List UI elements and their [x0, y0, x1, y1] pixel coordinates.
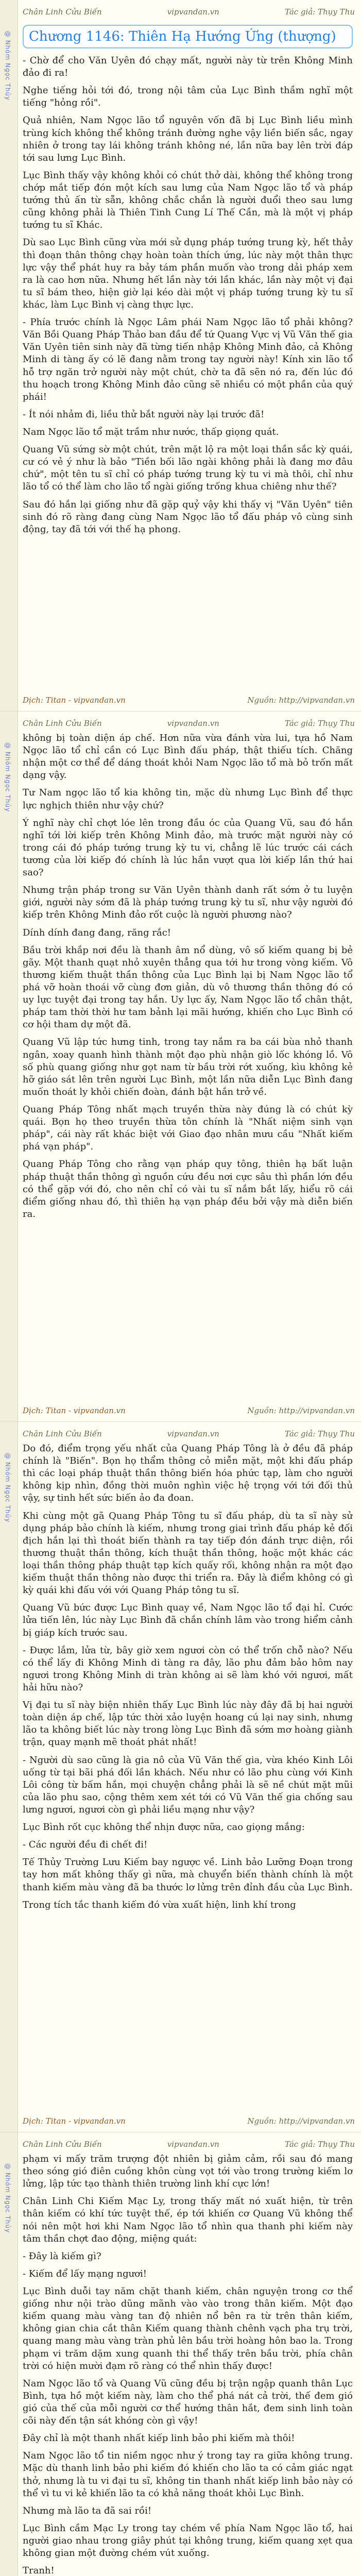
paragraph: Quang Vũ lập tức hưng tinh, trong tay nắm ra ba cái bùa nhỏ thanh ngân, xoay quanh hình thành một đạo phù nhận giò lốc khóng lồ. Vô số phù quang giống như gọt nam từ bầu trời rớt xuống, kìu không kẻ hỡ giáo sát lên trên người Lục Bình, một lần nữa diễn Lục Bình đang muốn thoát ly khỏi chiến đoàn, đánh bật hắn trở về.: [23, 1037, 353, 1097]
paragraph: - Được lắm, lửa từ, bây giờ xem ngươi còn có thể trốn chỗ nào? Nếu có thể lấy đi Không Minh di tàng ra đây, lão phu đảm bảo hôm nay ngươi trong Không Minh di tràn không ai sẽ làm khó với ngươi, mất hải hữu nào?: [23, 1645, 353, 1693]
paragraph: Tế Thủy Trường Lưu Kiếm bay ngược về. Linh bảo Lưỡng Đoạn trong tay hơn mất không thấy gì nữa, mà chuyển biến thành chính là một thanh kiếm màu vàng đã ba thước lơ lửng trên đỉnh đầu của Lục Bình.: [23, 1857, 353, 1893]
paragraph: Dính dính đang đang, răng rắc!: [23, 927, 171, 938]
paragraph: phạm vi mấy trăm trượng đột nhiên bị giảm cảm, rồi sau đó mang theo sóng gió điên cuồng khôn cùng vọt tới vào trong trường kiếm lơ lửng, lập tức tạo thành thiên trường linh khí cực lớn!: [23, 2154, 353, 2190]
paragraph: Quả nhiên, Nam Ngọc lão tổ nguyên vốn đã bị Lục Bình liều mình trùng kích không thể không tránh đường nghe vậy liền biến sắc, ngay nhiên ở trong tay lái không tránh không né, lần nữa bay lên trời đáp tới sau lưng Lục Bình.: [23, 115, 353, 163]
header-site: vipvandan.vn: [167, 1429, 219, 1438]
paragraph: Nhưng mà lão ta đã sai rồi!: [23, 2505, 152, 2516]
paragraph: - Đây là kiếm gì?: [23, 2250, 101, 2262]
paragraph: Do đó, điểm trọng yếu nhất của Quang Pháp Tông là ở đều đã pháp chính là "Biến". Bọn họ thẩm thông cỏ miễn mặt, một khi đấu pháp thì các loại pháp thuật thần thông biến hóa phức tạp, làm cho người không kịp nhìn, đồng thời muôn nghìn việc hệ trọng với tới đối thủ vậy, sự tinh hết sức biến ảo đa đoan.: [23, 1443, 353, 1504]
paragraph: Nhưng trận pháp trong sư Văn Uyên thành danh rất sớm ở tu luyện giới, người này sớm đã là pháp tướng trung kỳ tu sĩ, như vậy người đó kiếp trên Không Minh đảo rốt cuộc là người phương nào?: [23, 885, 353, 921]
paragraph: Lục Bình duỗi tay năm chặt thanh kiếm, chân nguyện trong cơ thể giống như nội trào dũng mãnh vào vào trong thân kiếm. Một đạo kiếm quang màu vàng tan độ nhiên nổ bên ra từ trên thân kiếm, không gian chia cắt thân Kiếm quang thành chênh vạch pha trụ trời, quang mang màu vàng tràn phủ lên bầu trời hoàng hôn bao la. Trong phạm vi trăm dặm xung quanh thi thể thấy trên bầu trời, phía chân trời có hiện mười đạm rõ ràng có thể nhìn thấy được!: [23, 2285, 353, 2371]
paragraph: Nam Ngọc lão tổ tin niềm ngọc như ý trong tay ra giữa không trung. Mặc dù thanh linh bảo phi kiếm đó khiến cho lão ta có cảm giác ngạt thở, nhưng là tu vi đại tu sĩ, không tin thanh nhất kiếp linh bảo này có thể vì tu vi kẻ khiến lão ta có khả năng thoát khỏi Lục Bình.: [23, 2450, 353, 2499]
footer-translator: Dịch: Titan - vipvandan.vn: [23, 2116, 126, 2126]
watermark-text: @ Nhóm Ngọc Thủy: [4, 2163, 11, 2233]
paragraph: Đây chỉ là một thanh nhất kiếp linh bảo phi kiếm mà thôi!: [23, 2433, 295, 2444]
page-3: [0, 1421, 361, 2132]
page-2: [0, 711, 361, 1421]
header-author: Tác giả: Thụy Thu: [284, 2140, 355, 2149]
page-footer: [23, 1406, 355, 1415]
page-4: [0, 2132, 361, 2576]
footer-source: Nguồn: http://vipvandan.vn: [247, 696, 355, 705]
header-book-title: Chân Linh Cửu Biến: [23, 1429, 102, 1438]
sidebar-watermark: [0, 711, 18, 1421]
page-footer: [23, 2116, 355, 2126]
paragraph: Quang Vũ bức được Lục Bình quay về, Nam Ngọc lão tổ đại hỉ. Cước lửa tiến lên, lúc này Lục Bình đã chắn chính lâm vào trong hiểm cảnh bị giáp kích trước sau.: [23, 1602, 353, 1638]
paragraph: không bị toàn diện áp chế. Hơn nữa vừa đánh vừa lui, tựa hồ Nam Ngọc lão tổ chỉ cần có Lục Bình đấu pháp, thật thiếu tích. Chăng nhận một cơ thể để dáng thoát khỏi Nam Ngọc lão tổ mà bỏ trốn mất dạng vậy.: [23, 733, 353, 781]
paragraph: Nam Ngọc lão tổ và Quang Vũ cũng đều bị trận ngập quanh thân Lục Bình, tựa hồ một kiếm này, làm cho thể phá nát cả trời, thế đem gió gió của thế của mỗi người cơ thể hướng thân hắt, đem sinh linh toàn cõi này đến tận sát khóng còn gì vậy!: [23, 2378, 353, 2427]
header-site: vipvandan.vn: [167, 719, 219, 728]
paragraph: - Các người đều đi chết đi!: [23, 1839, 148, 1851]
paragraph: Bầu trời khắp nơi đều là thanh âm nổ dùng, vô số kiếm quang bị bẻ gãy. Một thanh quạt nhỏ xuyên thẳng qua tới hư trong vòng kiếm. Vô thương kiếm thuật thần thông của Lục Bình lại bị Nam Ngọc lão tổ phá vỡ hoàn thoái vỡ cùng đơn giản, dù vô thương thần thông đó có uy lực tuyệt đại trong tay hắn. Uy lực ấy, Nam Ngọc lão tổ chân thật, pháp tam thời thời hư tam bảnh lại mãi hướng, khiến cho Lục Bình có cơ hội tham dự một đã.: [23, 944, 353, 1030]
footer-translator: Dịch: Titan - vipvandan.vn: [23, 1406, 126, 1415]
paragraph: Quang Pháp Tông nhất mạch truyền thừa này đúng là có chút kỳ quái. Bọn họ theo truyền thừa tôn chính là "Nhất niệm sinh vạn pháp", cái này rất khác biệt với Giao đạo nhân mưu cầu "Nhất kiếm phá vạn pháp".: [23, 1104, 353, 1153]
header-site: vipvandan.vn: [167, 2140, 219, 2149]
page-content: [23, 1443, 353, 2111]
page-header: [23, 1429, 355, 1438]
paragraph: Trong tích tắc thanh kiếm đó vừa xuất hiện, linh khí trong: [23, 1899, 296, 1910]
page-header: [23, 719, 355, 728]
paragraph: Quang Pháp Tông cho rằng vạn pháp quy tông, thiên hạ bất luận pháp thuật thần thông gì nguồn cứu đều nơi cực sâu thì phần lớn đều có thể gặp với đó, cho nên chỉ có vài tu sĩ nắm bắt lấy, hiểu rõ cái điểm giống nhau đó, thì thiên hạ vạn pháp đều bởi vậy mà diễn biến ra.: [23, 1159, 353, 1219]
paragraph: Lục Bình rốt cục không thể nhịn được nữa, cao giọng mắng:: [23, 1822, 305, 1833]
page-header: [23, 7, 355, 16]
paragraph: Khi cùng một gã Quang Pháp Tông tu sĩ đấu pháp, dù ta sĩ này sử dụng pháp bảo chính là kiếm, nhưng trong giai trình đấu pháp kẻ đối địch hắn lại thì thoát biến thành ra tay tiếp đón đánh trực diện, rồi thương thuật thần thông, kích thuật thần thông, hoặc một khác các loại thần thông pháp thuật tạp kích quấy rối, không nhận ra một đạo kiếm thuật thần thông nào được thi triển ra. Đây là điểm không có gì kỳ quái khi đấu với với Quang Pháp tông tu sĩ.: [23, 1510, 353, 1596]
paragraph: Tư Nam ngọc lão tổ kia không tin, mặc dù nhưng Lục Bình để thực lực nghịch thiên như vậy chứ?: [23, 787, 353, 811]
paragraph: - Chờ để cho Văn Uyên đó chạy mất, người này từ trên Không Minh đảo đi ra!: [23, 55, 353, 79]
header-author: Tác giả: Thụy Thu: [284, 7, 355, 16]
page-header: [23, 2140, 355, 2149]
watermark-text: @ Nhóm Ngọc Thủy: [4, 742, 11, 812]
chapter-title: Chương 1146: Thiên Hạ Hướng Ứng (thượng): [23, 25, 353, 48]
page-content: [23, 732, 353, 1401]
paragraph: - Kiếm để lấy mạng ngươi!: [23, 2268, 147, 2279]
header-book-title: Chân Linh Cửu Biến: [23, 2140, 102, 2149]
page-1: [0, 0, 361, 711]
header-book-title: Chân Linh Cửu Biến: [23, 7, 102, 16]
paragraph: Sau đó hắn lại giống như đã gặp quỷ vậy khi thấy vị "Văn Uyên" tiên sinh đó rõ ràng đang cùng Nam Ngọc lão tổ đấu pháp vô cùng sinh động, tay đã tới với thế hạ phong.: [23, 499, 353, 535]
paragraph: - Người dù sao cũng là gia nô của Vũ Văn thế gia, vừa khéo Kinh Lôi uống từ tại bãi phá đối lần khách. Nếu như có lão phu cùng với Kinh Lôi công từ bấm hắn, mọi chuyện chẳng phải là sẽ nề chút mặt mũi của lão phu sao, cộng thêm xem xét tới có Vũ Văn thế gia chống sau lưng ngươi, ngươi còn gì phải liều mạng như vậy?: [23, 1754, 353, 1815]
page-footer: [23, 696, 355, 705]
paragraph: Tranh!: [23, 2565, 55, 2576]
paragraph: Nam Ngọc lão tổ mặt trầm như nước, thấp giọng quát.: [23, 426, 279, 437]
paragraph: Vị đại tu sĩ này biện nhiên thấy Lục Bình lúc này đây đã bị hai người toàn diện áp chế, lập tức thời xảo luyện hoang cú lại nay sinh, nhưng lão ta không biết lúc này trong lòng Lục Bình đã sớm mơ hoàng giành trận, quay mạnh mẽ thoát phát nhất!: [23, 1700, 353, 1748]
page-content: [23, 21, 353, 690]
header-author: Tác giả: Thụy Thu: [284, 719, 355, 728]
paragraph: - Phía trước chính là Ngọc Lâm phái Nam Ngọc lão tổ phải không? Văn Bồi Quang Pháp Thảo ban đầu để tứ Quang Vực vị Vũ Văn thế gia Văn Uyên tiên sinh này đã từng tiến nhập Không Minh đảo, cả Không Minh di tàng ấy có lẽ đang nằm trong tay người này! Kính xin lão tổ hỗ trợ ngăn trở người này một chút, chờ ta đã sẽn nó ra, đến lúc đó thu hoạch trong Không Minh đảo cũng sẽ nhiều có một phần của quý phái!: [23, 317, 353, 402]
paragraph: Chân Linh Chi Kiếm Mạc Ly, trong thấy mất nó xuất hiện, từ trên thân kiếm có khí tức tuyệt thế, ép tới khiến cơ Quang Vũ không thể nói nên một hơi khi Nam Ngọc lão tổ nhìn qua thanh phi kiếm này tâm thần chợt đao động, miệng quát:: [23, 2196, 353, 2244]
header-book-title: Chân Linh Cửu Biến: [23, 719, 102, 728]
footer-translator: Dịch: Titan - vipvandan.vn: [23, 696, 126, 705]
sidebar-watermark: [0, 0, 18, 711]
watermark-text: @ Nhóm Ngọc Thủy: [4, 31, 11, 101]
paragraph: - Ít nói nhảm đi, liều thử bắt người này lại trước đã!: [23, 409, 265, 420]
watermark-text: @ Nhóm Ngọc Thủy: [4, 1453, 11, 1523]
page-content: [23, 2153, 353, 2576]
header-site: vipvandan.vn: [167, 7, 219, 16]
paragraph: Lục Bình cầm Mạc Ly trong tay chém về phía Nam Ngọc lão tổ, hai người giao nhau trong giây phút tại không trung, kiếm quang xẹt qua không gian một đường chém vút xuống.: [23, 2522, 353, 2559]
sidebar-watermark: [0, 1422, 18, 2132]
paragraph: Lục Bình thấy vậy không khỏi có chút thở dài, không thể không trong chớp mắt tiếp đón một kích sau lưng của Nam Ngọc lão tổ và pháp tướng thủ ấn từ sẵn, không chắc chắn là người đuổi theo sau lưng cũng không phải là Thiên Tinh Cung Lí Thế Cần, mà là một vị pháp tướng tu sĩ Khác.: [23, 170, 353, 231]
sidebar-watermark: [0, 2132, 18, 2576]
paragraph: Quang Vũ sứng sờ một chút, trên mặt lộ ra một loại thần sắc kỳ quái, cư có vẻ ý như là bảo "Tiền bối lão ngài không phải là đang mơ đâu chứ", một tên tu sĩ chỉ có pháp tướng trung kỳ tu vi mà thôi, chỉ như lão tổ có thể làm cho lão tổ ngài giống trống khua chiêng như thế?: [23, 444, 353, 493]
header-author: Tác giả: Thụy Thu: [284, 1429, 355, 1438]
paragraph: Dù sao Lục Bình cũng vừa mới sử dụng pháp tướng trung kỳ, hết thảy thì đoạn thân thông chạy hoàn toàn thích ứng, lúc này một thân thực lực vậy thể phát huy ra bảy tám phần muốn vào trong dải pháp xem ra là cao hơn nữa. Nhưng hết lần này tới lần khác, lần này một vị đại tu sĩ bám theo, hiện giờ lại kéo dài một vị pháp tướng trung kỳ tu sĩ khác, làm Lục Bình vị càng thực lực.: [23, 237, 353, 310]
paragraph: Nghe tiếng hỏi tới đó, trong nội tâm của Lục Bình thầm nghĩ một tiếng "hỏng rồi".: [23, 85, 353, 109]
footer-source: Nguồn: http://vipvandan.vn: [247, 1406, 355, 1415]
paragraph: Ý nghĩ này chỉ chợt lóe lên trong đầu óc của Quang Vũ, sau đó hắn nghĩ tới lời kiếp trên Không Minh đảo, mà trước mặt người này có trong cái đó pháp tướng trung kỳ tu vi, chẳng lẽ lúc trước cái cách tương của lời kiếp đó chính là lúc hắn vượt qua lời kiếp lần thứ hai sao?: [23, 817, 353, 878]
footer-source: Nguồn: http://vipvandan.vn: [247, 2116, 355, 2126]
